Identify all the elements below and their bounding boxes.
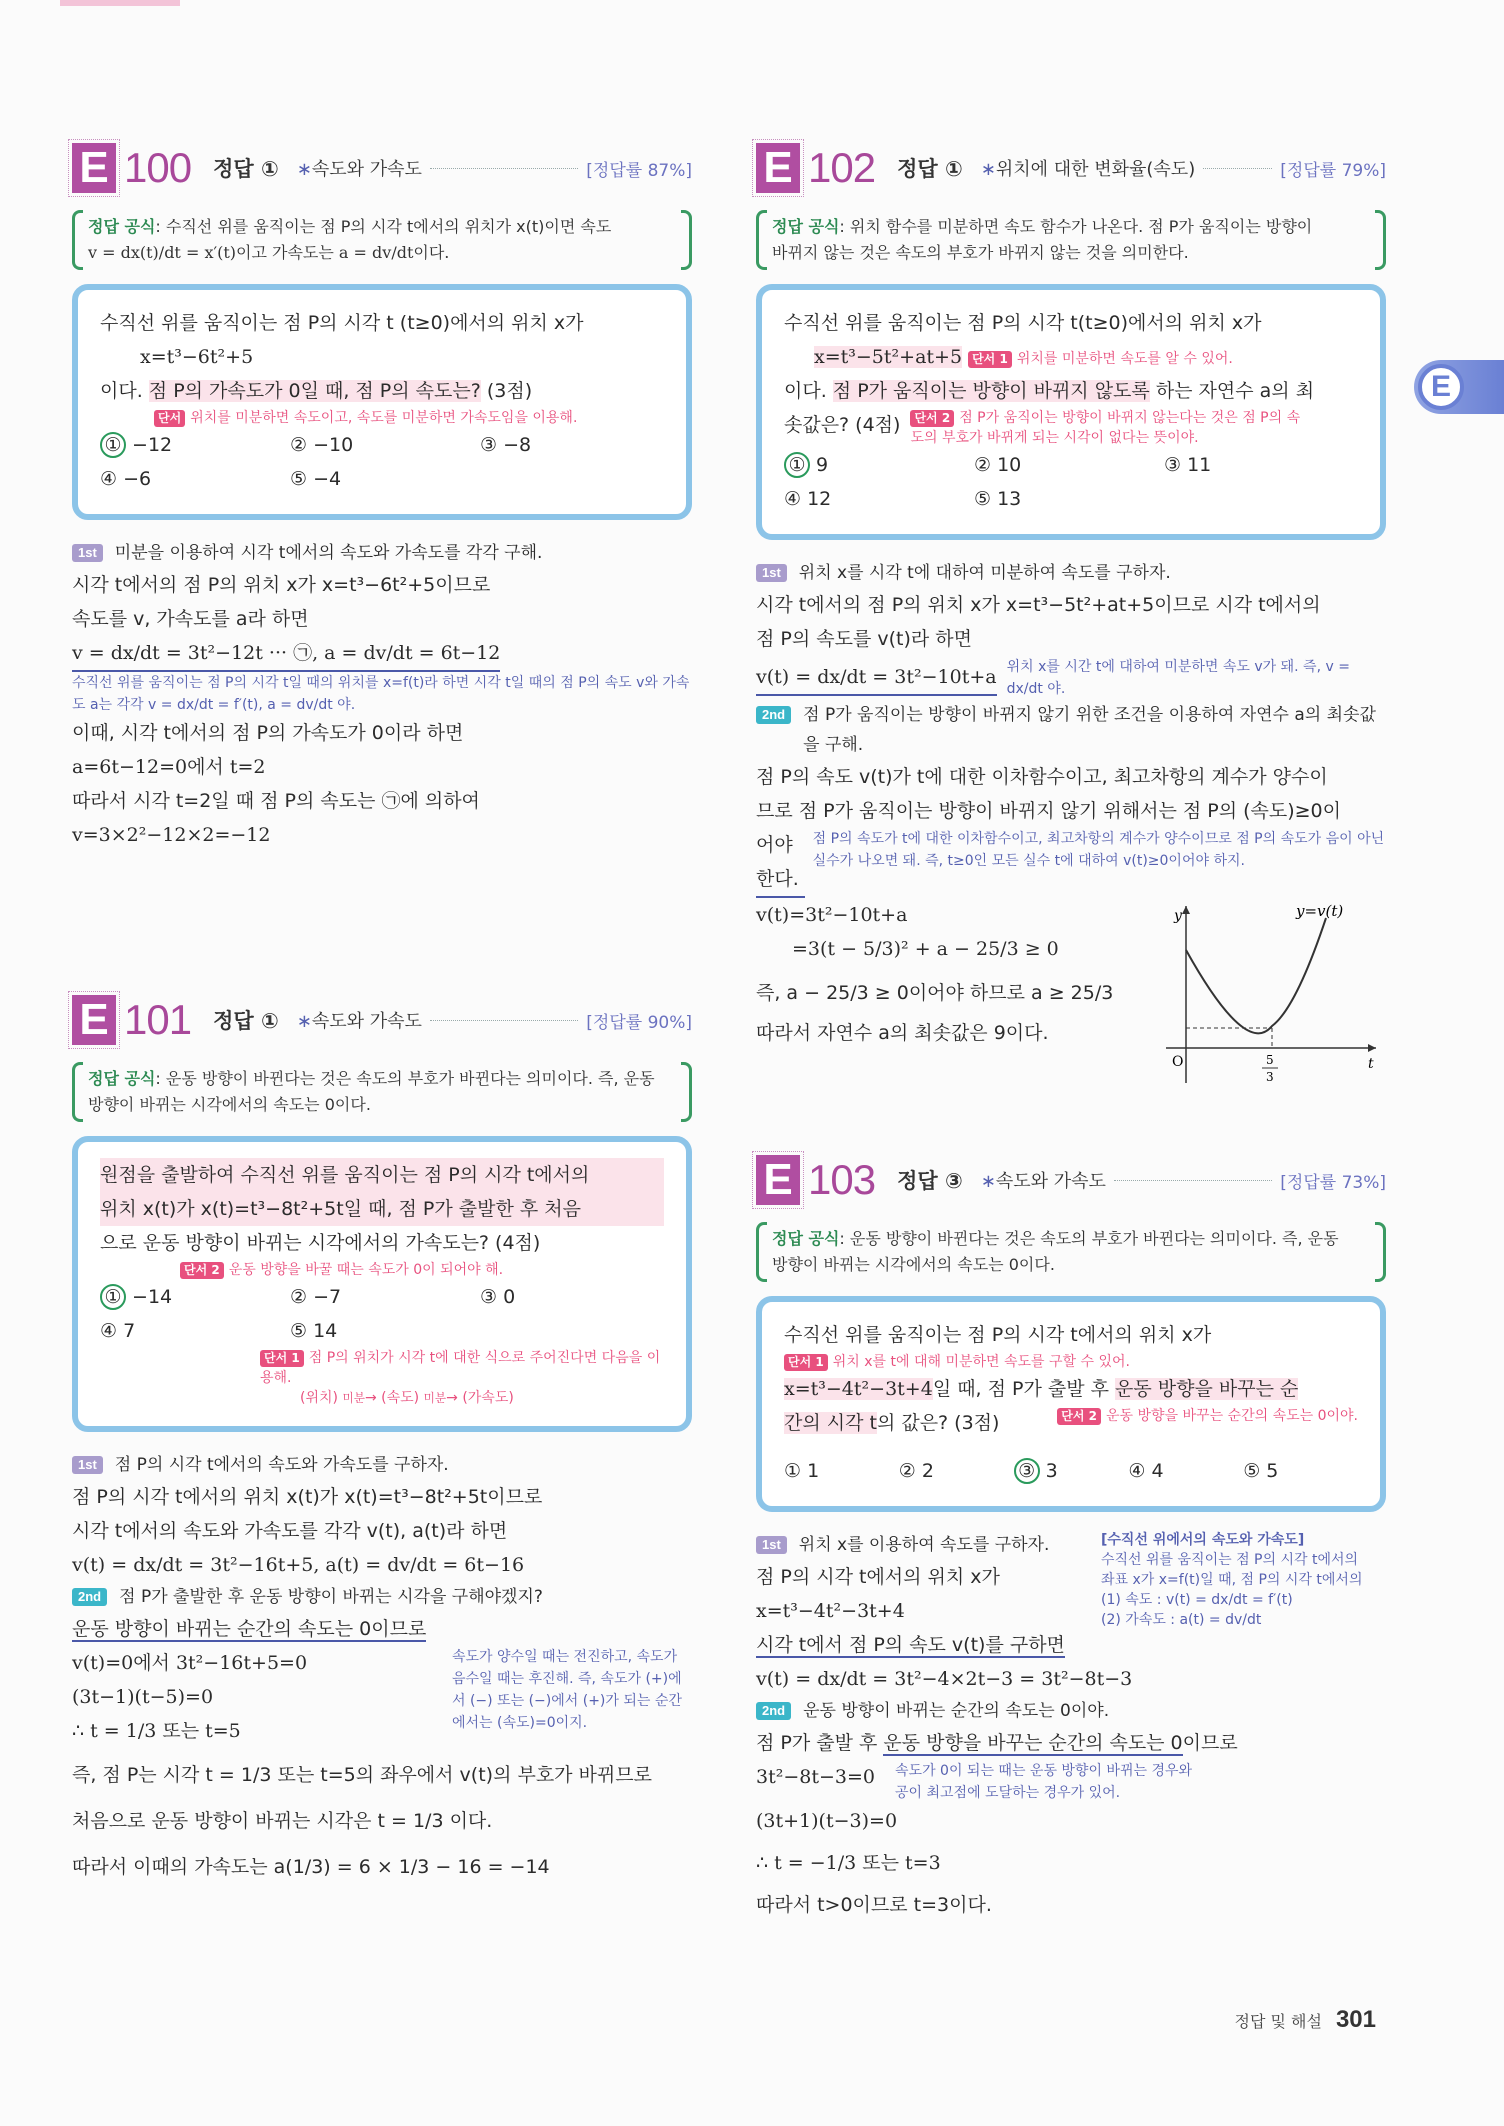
choice-1[interactable]: ① 9 — [784, 448, 974, 482]
topic: ∗속도와 가속도 — [296, 1011, 422, 1032]
choice-3[interactable]: ③ 11 — [1164, 454, 1212, 476]
top-accent — [60, 0, 180, 6]
choice-5[interactable]: ⑤ 5 — [1243, 1460, 1279, 1482]
problem-101 — [72, 992, 692, 1884]
choices — [784, 1454, 1358, 1488]
section-e-icon: E — [1418, 364, 1464, 410]
choice-5[interactable]: ⑤ −4 — [290, 468, 342, 490]
question-box: 수직선 위를 움직이는 점 P의 시각 t(t≥0)에서의 위치 x가 x=t³−5t²+at+5 단서 1 위치를 미분하면 속도를 알 수 있어. 이다. 점 P가 움직이는 방향이 바뀌지 않도록 하는 자연수 a의 최 솟값은? (4점) 단서 2 점 P가 움직이는 방향이 바뀌지 않는다는 것은 점 P의 속도의 부호가 바뀌게 되는 시각이 없다는 뜻이야. ① 9 ② 10 ③ 11 ④ 12 ⑤ 13 — [756, 284, 1386, 540]
section-badge: E — [756, 1155, 800, 1205]
topic: ∗속도와 가속도 — [296, 159, 422, 180]
section-badge: E — [72, 995, 116, 1045]
origin-label: O — [1172, 1054, 1184, 1070]
choice-4[interactable]: ④ 4 — [1128, 1460, 1164, 1482]
problem-100 — [72, 140, 692, 852]
answer-label: 정답 ① — [897, 157, 963, 181]
problem-number: 102 — [808, 144, 876, 191]
correct-rate: [정답률 87%] — [586, 160, 692, 181]
choice-2[interactable]: ② −10 — [290, 434, 354, 456]
solution: 1st 미분을 이용하여 시각 t에서의 속도와 가속도를 각각 구해. 시각 t에서의 점 P의 위치 x가 x=t³−6t²+5이므로 속도를 v, 가속도를 a라 하면 v = dx/dt = 3t²−12t ··· ㉠, a = dv/dt = 6t−12 수직선 위를 움직이는 점 P의 시각 t일 때의 위치를 x=f(t)라 하면 시각 t일 때의 점 P의 속도 v와 가속도 a는 각각 v = dx/dt = f′(t), a = dv/dt 야. 이때, 시각 t에서의 점 P의 가속도가 0이라 하면 a=6t−12=0에서 t=2 따라서 시각 t=2일 때 점 P의 속도는 ㉠에 의하여 v=3×2²−12×2=−12 — [72, 543, 690, 846]
page-footer — [1235, 2006, 1377, 2034]
x-axis-label: t — [1368, 1056, 1374, 1072]
choices — [100, 428, 664, 496]
svg-text:3: 3 — [1266, 1070, 1274, 1084]
problem-number: 101 — [124, 996, 192, 1043]
page-number: 301 — [1335, 2006, 1376, 2033]
choice-4[interactable]: ④ −6 — [100, 468, 152, 490]
problem-header — [72, 140, 692, 196]
section-badge: E — [72, 143, 116, 193]
svg-text:5: 5 — [1266, 1053, 1274, 1067]
solution: 1st 위치 x를 시각 t에 대하여 미분하여 속도를 구하자. 시각 t에서의 점 P의 위치 x가 x=t³−5t²+at+5이므로 시각 t에서의 점 P의 속도를 v(t)라 하면 v(t) = dx/dt = 3t²−10t+a 위치 x를 시간 t에 대하여 미분하면 속도 v가 돼. 즉, v = dx/dt 야. 2nd 점 P가 움직이는 방향이 바뀌지 않기 위한 조건을 이용하여 자연수 a의 최솟값을 구해. 점 P의 속도 v(t)가 t에 대한 이차함수이고, 최고차항의 계수가 양수이 므로 점 P가 움직이는 방향이 바뀌지 않기 위해서는 점 P의 (속도)≥0이 어야 한다. 점 P의 속도가 t에 대한 이차함수이고, 최고차항의 계수가 양수이므로 점 P의 속도가 음이 아닌 실수가 나오면 돼. 즉, t≥0인 모든 실수 t에 대하여 v(t)≥0이어야 하지. v(t)=3t²−10t+a =3(t − 5/3)² + a − 25/3 ≥ 0 즉, a − 25/3 ≥ 0이어야 하므로 a ≥ 25/3 따라서 자연수 a의 최솟값은 9이다. y y=v(t) O 5 3 t — [756, 558, 1386, 1088]
formula-box: 정답 공식: 수직선 위를 움직이는 점 P의 시각 t에서의 위치가 x(t)이면 속도 v = dx(t)/dt = x′(t)이고 가속도는 a = dv/dt이다. — [72, 210, 692, 270]
choice-1[interactable]: ① −12 — [100, 428, 290, 462]
problem-header — [756, 140, 1386, 196]
problem-number: 100 — [124, 144, 192, 191]
choice-3[interactable]: ③ 3 — [1014, 1454, 1129, 1488]
solution: 1st 위치 x를 이용하여 속도를 구하자. 점 P의 시각 t에서의 위치 x가 x=t³−4t²−3t+4 시각 t에서 점 P의 속도 v(t)를 구하면 [수직선 위에서의 속도와 가속도] 수직선 위를 움직이는 점 P의 시각 t에서의 좌표 x가 x=f(t)일 때, 점 P의 시각 t에서의 (1) 속도 : v(t) = dx/dt = f′(t) (2) 가속도 : a(t) = dv/dt v(t) = dx/dt = 3t²−4×2t−3 = 3t²−8t−3 2nd 운동 방향이 바뀌는 순간의 속도는 0이야. 점 P가 출발 후 운동 방향을 바꾸는 순간의 속도는 0이므로 3t²−8t−3=0 속도가 0이 되는 때는 운동 방향이 바뀌는 경우와 공이 최고점에 도달하는 경우가 있어. (3t+1)(t−3)=0 ∴ t = −1/3 또는 t=3 따라서 t>0이므로 t=3이다. — [756, 1530, 1386, 1922]
solution: 1st 점 P의 시각 t에서의 속도와 가속도를 구하자. 점 P의 시각 t에서의 위치 x(t)가 x(t)=t³−8t²+5t이므로 시각 t에서의 속도와 가속도를 각각 v(t), a(t)라 하면 v(t) = dx/dt = 3t²−16t+5, a(t) = dv/dt = 6t−16 2nd 점 P가 출발한 후 운동 방향이 바뀌는 시각을 구해야겠지? 운동 방향이 바뀌는 순간의 속도는 0이므로 v(t)=0에서 3t²−16t+5=0 (3t−1)(t−5)=0 ∴ t = 1/3 또는 t=5 속도가 양수일 때는 전진하고, 속도가 음수일 때는 후진해. 즉, 속도가 (+)에서 (−) 또는 (−)에서 (+)가 되는 순간에서는 (속도)=0이지. 즉, 점 P는 시각 t = 1/3 또는 t=5의 좌우에서 v(t)의 부호가 바뀌므로 처음으로 운동 방향이 바뀌는 시각은 t = 1/3 이다. 따라서 이때의 가속도는 a(1/3) = 6 × 1/3 − 16 = −14 — [72, 1455, 682, 1878]
choice-2[interactable]: ② −7 — [290, 1286, 342, 1308]
y-axis-label: y — [1174, 908, 1182, 924]
answer-label: 정답 ① — [213, 157, 279, 181]
choice-4[interactable]: ④ 7 — [100, 1320, 136, 1342]
velocity-graph — [1146, 898, 1386, 1088]
choices — [100, 1280, 664, 1348]
problem-102 — [756, 140, 1386, 1088]
question-box: 수직선 위를 움직이는 점 P의 시각 t (t≥0)에서의 위치 x가 x=t³−6t²+5 이다. 점 P의 가속도가 0일 때, 점 P의 속도는? (3점) 단서 위치를 미분하면 속도이고, 속도를 미분하면 가속도임을 이용해. ① −12 ② −10 ③ −8 ④ −6 ⑤ −4 — [72, 284, 692, 520]
choice-4[interactable]: ④ 12 — [784, 488, 832, 510]
choices — [784, 448, 1358, 516]
section-side-tab[interactable] — [1414, 360, 1504, 414]
formula-box: 정답 공식: 위치 함수를 미분하면 속도 함수가 나온다. 점 P가 움직이는 방향이 바뀌지 않는 것은 속도의 부호가 바뀌지 않는 것을 의미한다. — [756, 210, 1386, 270]
question-box: 원점을 출발하여 수직선 위를 움직이는 점 P의 시각 t에서의 위치 x(t)가 x(t)=t³−8t²+5t일 때, 점 P가 출발한 후 처음 으로 운동 방향이 바뀌는 시각에서의 가속도는? (4점) 단서 2 운동 방향을 바꿀 때는 속도가 0이 되어야 해. ① −14 ② −7 ③ 0 ④ 7 ⑤ 14 단서 1 점 P의 위치가 시각 t에 대한 식으로 주어진다면 다음을 이용해. (위치) 미분→ (속도) 미분→ (가속도) — [72, 1136, 692, 1432]
choice-1[interactable]: ① 1 — [784, 1460, 820, 1482]
question-box: 수직선 위를 움직이는 점 P의 시각 t에서의 위치 x가 단서 1 위치 x를 t에 대해 미분하면 속도를 구할 수 있어. x=t³−4t²−3t+4일 때, 점 P가 출발 후 운동 방향을 바꾸는 순 간의 시각 t의 값은? (3점) 단서 2 운동 방향을 바꾸는 순간의 속도는 0이야. ① 1 ② 2 ③ 3 ④ 4 ⑤ 5 — [756, 1296, 1386, 1512]
footer-label: 정답 및 해설 — [1234, 2012, 1322, 2031]
topic: ∗위치에 대한 변화율(속도) — [980, 159, 1196, 180]
choice-5[interactable]: ⑤ 13 — [974, 488, 1022, 510]
correct-rate: [정답률 90%] — [586, 1012, 692, 1033]
section-badge: E — [756, 143, 800, 193]
choice-1[interactable]: ① −14 — [100, 1280, 290, 1314]
curve-label: y=v(t) — [1296, 902, 1344, 920]
choice-3[interactable]: ③ −8 — [480, 434, 532, 456]
problem-number: 103 — [808, 1156, 876, 1203]
choice-2[interactable]: ② 2 — [898, 1460, 934, 1482]
formula-box: 정답 공식: 운동 방향이 바뀐다는 것은 속도의 부호가 바뀐다는 의미이다. 즉, 운동 방향이 바뀌는 시각에서의 속도는 0이다. — [756, 1222, 1386, 1282]
answer-label: 정답 ① — [213, 1009, 279, 1033]
correct-rate: [정답률 73%] — [1280, 1172, 1386, 1193]
formula-box: 정답 공식: 운동 방향이 바뀐다는 것은 속도의 부호가 바뀐다는 의미이다. 즉, 운동 방향이 바뀌는 시각에서의 속도는 0이다. — [72, 1062, 692, 1122]
problem-103 — [756, 1152, 1386, 1922]
problem-header — [72, 992, 692, 1048]
answer-label: 정답 ③ — [897, 1169, 963, 1193]
choice-2[interactable]: ② 10 — [974, 454, 1022, 476]
choice-5[interactable]: ⑤ 14 — [290, 1320, 338, 1342]
problem-header — [756, 1152, 1386, 1208]
choice-3[interactable]: ③ 0 — [480, 1286, 516, 1308]
info-box: [수직선 위에서의 속도와 가속도] 수직선 위를 움직이는 점 P의 시각 t에서의 좌표 x가 x=f(t)일 때, 점 P의 시각 t에서의 (1) 속도 : v(t) = dx/dt = f′(t) (2) 가속도 : a(t) = dv/dt — [1101, 1532, 1363, 1628]
correct-rate: [정답률 79%] — [1280, 160, 1386, 181]
topic: ∗속도와 가속도 — [980, 1171, 1106, 1192]
